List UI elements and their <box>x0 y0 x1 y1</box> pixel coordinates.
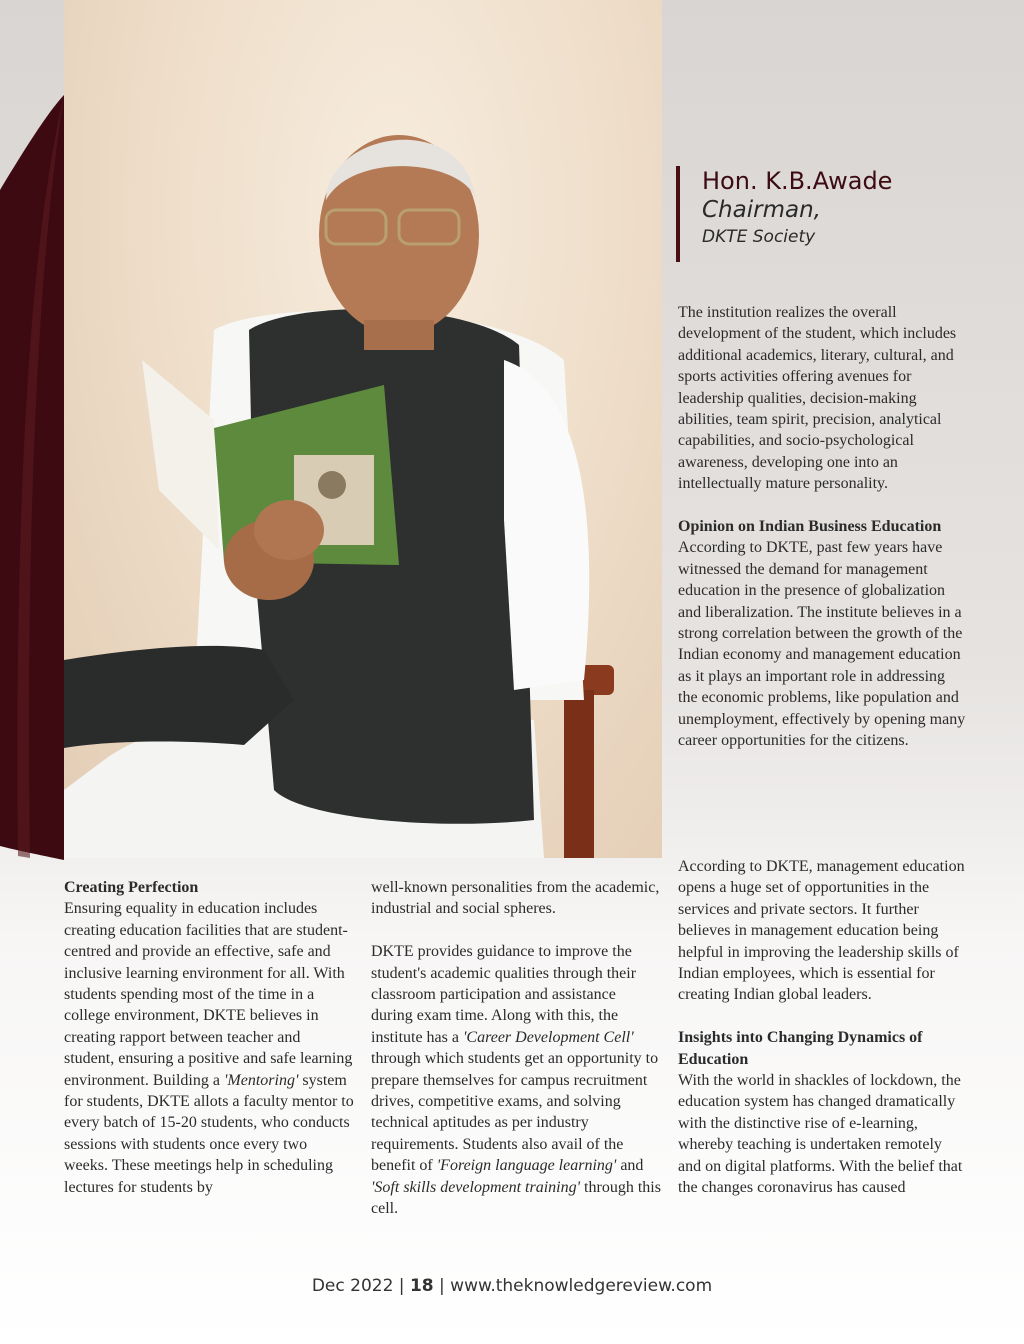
column-3 <box>678 856 968 1220</box>
opinion-body: According to DKTE, past few years have witnessed the demand for management education in the presence of globalization and liberalization. The institute believes in a strong correlation between the growth of the Indian economy and management education as it plays an important role in addressing the economic problems, like population and unemployment, effectively by opening many career opportunities for the citizens. <box>678 539 966 750</box>
career-cell-em: 'Career Development Cell' <box>462 1028 634 1046</box>
opinion-section <box>678 516 968 751</box>
profile-caption <box>676 166 892 262</box>
col1-text-b: system for students, DKTE allots a faculty mentor to every batch of 15-20 students, who conducts sessions with students once every two weeks. These meetings help in scheduling lectures for students by <box>64 1071 354 1196</box>
maroon-swoosh <box>0 0 70 870</box>
creating-perfection-section <box>64 877 354 1198</box>
column-1 <box>64 877 354 1219</box>
soft-skills-em: 'Soft skills development training' <box>371 1178 581 1196</box>
col2-text-b: through which students get an opportunity to prepare themselves for campus recruitment drives, competitive exams, and solving technical aptitudes as per industry requirements. Students also avail of the benefit of <box>371 1050 659 1175</box>
profile-role: Chairman, <box>702 197 821 223</box>
footer-website-link[interactable]: www.theknowledgereview.com <box>450 1276 713 1296</box>
footer-separator: | <box>393 1276 410 1296</box>
right-column-top <box>678 302 968 773</box>
col2-paragraph-2 <box>371 941 661 1219</box>
col1-mentoring-em: 'Mentoring' <box>223 1071 299 1089</box>
page-number: 18 <box>409 1276 434 1296</box>
creating-perfection-heading: Creating Perfection <box>64 879 199 896</box>
col1-text-a: Ensuring equality in education includes creating education facilities that are student-centred and provide an effective, safe and inclusive learning environment for all. With students spending most of the time in a college environment, DKTE believes in creating rapport between teacher and student, ensuring a positive and safe learning environment. Building a <box>64 900 353 1089</box>
col2-text-a: DKTE provides guidance to improve the student's academic qualities through their classroom participation and assistance during exam time. Along with this, the institute has a <box>371 943 637 1046</box>
col2-text-d: through this cell. <box>371 1178 661 1218</box>
insights-section <box>678 1027 968 1198</box>
foreign-language-em: 'Foreign language learning' <box>436 1157 617 1175</box>
insights-heading: Insights into Changing Dynamics of Education <box>678 1029 923 1068</box>
column-2 <box>371 877 661 1241</box>
chairman-photo <box>64 0 662 858</box>
footer-separator: | <box>433 1276 451 1296</box>
col2-paragraph-1: well-known personalities from the academic, industrial and social spheres. <box>371 879 660 918</box>
profile-name: Hon. K.B.Awade <box>702 167 893 195</box>
col3-paragraph-1: According to DKTE, management education opens a huge set of opportunities in the services and private sectors. It further believes in management education being helpful in improving the leadership skills of Indian employees, which is essential for creating Indian global leaders. <box>678 858 965 1004</box>
insights-body: With the world in shackles of lockdown, the education system has changed dramatically with the distinctive rise of e-learning, whereby teaching is undertaken remotely and on digital platforms. With the belief that the changes coronavirus has caused <box>678 1072 963 1197</box>
intro-paragraph: The institution realizes the overall development of the student, which includes additional academics, literary, cultural, and sports activities offering avenues for leadership qualities, decision-making abilities, team spirit, precision, analytical capabilities, and socio-psychological awareness, developing one into an intellectually mature personality. <box>678 304 957 493</box>
opinion-heading: Opinion on Indian Business Education <box>678 518 942 536</box>
col2-text-c: and <box>616 1157 644 1175</box>
page-footer <box>0 1276 1024 1296</box>
profile-organization: DKTE Society <box>702 227 816 247</box>
footer-date: Dec 2022 <box>311 1276 394 1296</box>
